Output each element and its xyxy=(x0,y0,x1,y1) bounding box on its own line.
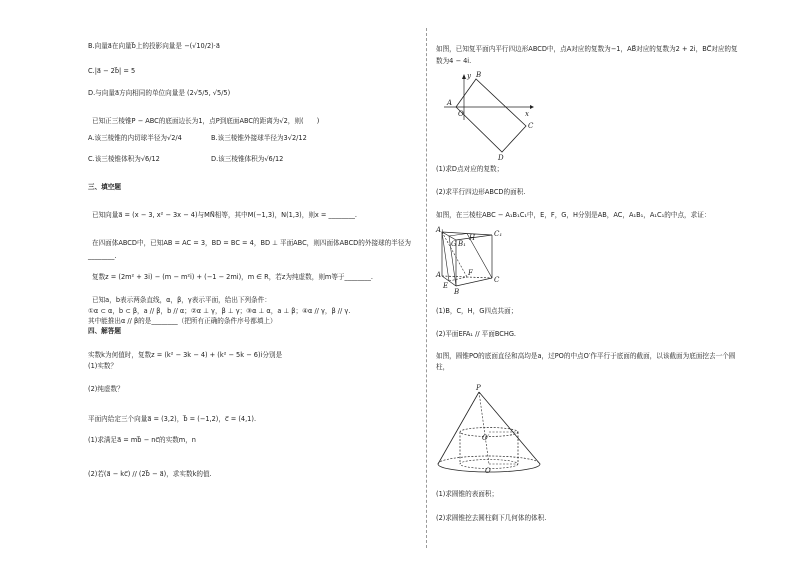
solve-question-1-part-2: (2)纯虚数？ xyxy=(88,385,124,393)
prism-question-part-1: (1)B，C，H，G四点共面； xyxy=(436,307,518,315)
pyramid-question-stem: 已知正三棱锥P − ABC的底面边长为1，点P到底面ABC的距离为√2，则( ) xyxy=(92,117,320,125)
complex-question-stem-2: 数为4 − 4i. xyxy=(436,57,472,65)
column-divider xyxy=(426,28,427,548)
solve-question-2-part-2: (2)若(a⃗ − kc⃗) // (2b⃗ − a⃗)，求实数k的值. xyxy=(88,470,212,478)
section-solve-heading: 四、解答题 xyxy=(88,327,121,335)
x-axis-arrow xyxy=(530,105,534,109)
label-p: P xyxy=(476,384,481,392)
label-h: H xyxy=(469,234,476,242)
question-option-c: C.|a⃗ − 2b⃗| = 5 xyxy=(88,67,136,75)
complex-question-part-1: (1)求D点对应的复数； xyxy=(436,165,504,173)
section-fill-in-heading: 三、填空题 xyxy=(88,183,121,191)
fill-question-2-blank: ________. xyxy=(88,252,117,260)
label-b: B xyxy=(454,288,460,296)
solve-question-2: 平面内给定三个向量a⃗ = (3,2)，b⃗ = (−1,2)，c⃗ = (4,1). xyxy=(88,415,257,423)
cone-question-part-2: (2)求圆锥挖去圆柱剩下几何体的体积. xyxy=(436,514,547,522)
label-a: A xyxy=(436,271,442,279)
label-e: E xyxy=(443,282,449,290)
cone-question-part-1: (1)求圆锥的表面积； xyxy=(436,490,499,498)
label-b: B xyxy=(476,71,482,79)
prism-question-part-2: (2)平面EFA₁ // 平面BCHG. xyxy=(436,330,517,338)
solve-question-1: 实数k为何值时，复数z = (k² − 3k − 4) + (k² − 5k − 6)i分别是 xyxy=(88,351,283,359)
label-x: x xyxy=(525,110,529,118)
parallelogram-abcd xyxy=(456,79,526,152)
complex-question-part-2: (2)求平行四边形ABCD的面积. xyxy=(436,188,526,196)
edge-b-c xyxy=(456,278,492,286)
complex-question-stem: 如图，已知复平面内平行四边形ABCD中，点A对应的复数为−1，AB⃗对应的复数为2 + 2i，BC⃗对应的复 xyxy=(436,45,738,53)
fill-question-1: 已知向量a⃗ = (x − 3, x² − 3x − 4)与MN⃗相等，其中M(−1,3)，N(1,3)，则x = ________. xyxy=(92,211,358,219)
label-c: C xyxy=(494,276,500,284)
left-column xyxy=(88,0,413,561)
y-axis-arrow xyxy=(462,74,466,79)
triangular-prism-figure xyxy=(436,226,506,294)
cone-question-stem-2: 柱， xyxy=(436,363,450,371)
label-f: F xyxy=(468,269,473,277)
label-c1: C₁ xyxy=(494,230,503,238)
label-y: y xyxy=(467,72,471,80)
label-o-prime: O′ xyxy=(482,434,490,442)
label-o: O xyxy=(485,467,491,475)
fill-question-3: 复数z = (2m² + 3i) − (m − m²i) + (−1 − 2mi)，m ∈ R，若z为纯虚数，则m等于________. xyxy=(92,273,373,281)
label-o: O xyxy=(458,110,464,118)
label-g: G xyxy=(451,240,457,248)
solve-question-1-part-1: (1)实数？ xyxy=(88,362,118,370)
segment-e-f xyxy=(449,277,467,281)
segment-a1-e xyxy=(442,232,449,281)
pyramid-option-d: D.该三棱锥体积为√6/12 xyxy=(211,155,284,163)
pyramid-option-b: B.该三棱锥外接球半径为3√2/12 xyxy=(211,134,307,142)
pyramid-option-c: C.该三棱锥体积为√6/12 xyxy=(88,155,160,163)
solve-question-2-part-1: (1)求满足a⃗ = mb⃗ − nc⃗的实数m，n xyxy=(88,436,196,444)
label-c: C xyxy=(528,122,534,130)
cone-figure xyxy=(436,384,546,476)
parallelogram-figure xyxy=(436,66,536,162)
fill-question-4-stem: 已知a，b表示两条直线，α，β，γ表示平面，给出下列条件： xyxy=(92,296,271,304)
prism-question-stem: 如图，在三棱柱ABC − A₁B₁C₁中，E，F，G，H分别是AB，AC，A₁B₁，A₁C₁的中点，求证： xyxy=(436,211,711,219)
right-column xyxy=(436,0,736,561)
label-b1: B₁ xyxy=(458,240,466,248)
fill-question-4-answer: 其中能推出α // β的是________（把所有正确的条件序号都填上） xyxy=(88,317,277,325)
label-a1: A₁ xyxy=(436,226,444,234)
question-option-b: B.向量a⃗在向量b⃗上的投影向量是 −(√10/2)·a⃗ xyxy=(88,42,220,50)
segment-g-h xyxy=(449,234,467,237)
label-d: D xyxy=(498,154,504,162)
cone-question-stem: 如图，圆锥PO的底面直径和高均是a，过PO的中点O′作平行于底面的截面，以该截面为底面挖去一个圆 xyxy=(436,352,736,360)
label-a: A xyxy=(447,99,453,107)
cone-right-generatrix xyxy=(479,392,540,464)
fill-question-2: 在四面体ABCD中，已知AB = AC = 3，BD = BC = 4，BD ⊥ 平面ABC，则四面体ABCD的外接球的半径为 xyxy=(92,239,412,247)
pyramid-option-a: A.该三棱锥的内切球半径为√2/4 xyxy=(88,134,182,142)
fill-question-4-options: ①α ⊂ α，b ⊂ β，a // β，b // α；②α ⊥ γ，β ⊥ γ；③α ⊥ α，a ⊥ β；④α // γ，β // γ. xyxy=(88,307,351,315)
question-option-d: D.与向量a⃗方向相同的单位向量是 (2√5/5, √5/5) xyxy=(88,89,231,97)
